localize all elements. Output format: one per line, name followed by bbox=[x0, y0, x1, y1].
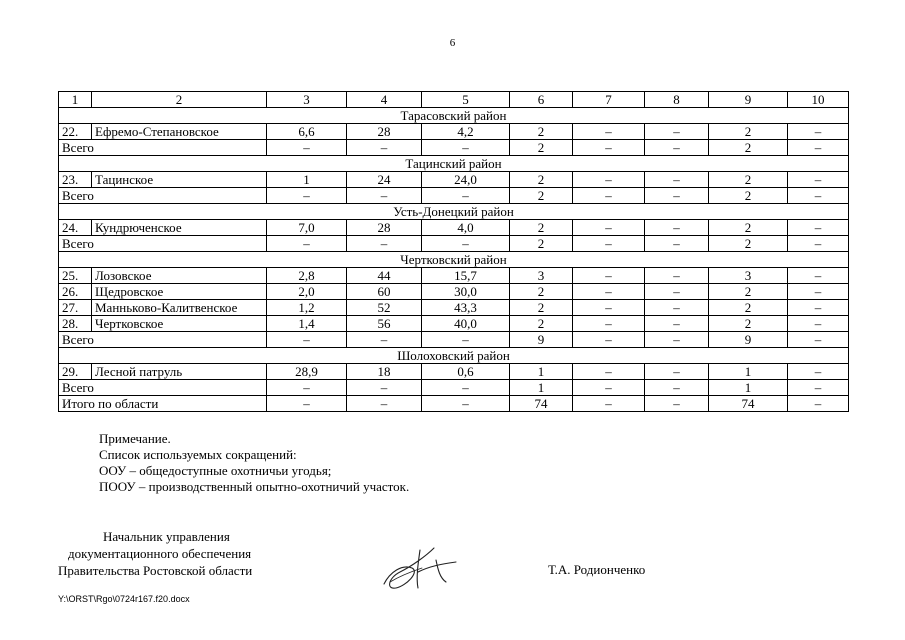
table-row bbox=[59, 124, 849, 140]
cell-col-6: 2 bbox=[510, 236, 573, 252]
cell-col-3: – bbox=[267, 140, 347, 156]
cell-col-10: – bbox=[788, 188, 849, 204]
cell-col-5: 30,0 bbox=[422, 284, 510, 300]
cell-col-7: – bbox=[573, 268, 645, 284]
cell-col-4: 18 bbox=[347, 364, 422, 380]
total-row bbox=[59, 140, 849, 156]
cell-col-4: 60 bbox=[347, 284, 422, 300]
cell-col-7: – bbox=[573, 380, 645, 396]
ground-name: Кундрюченское bbox=[92, 220, 267, 236]
district-name: Чертковский район bbox=[59, 252, 849, 268]
cell-col-10: – bbox=[788, 236, 849, 252]
ground-name: Манньково-Калитвенское bbox=[92, 300, 267, 316]
cell-col-8: – bbox=[645, 236, 709, 252]
total-label: Всего bbox=[59, 140, 267, 156]
district-row bbox=[59, 252, 849, 268]
cell-col-5: – bbox=[422, 396, 510, 412]
row-number: 25. bbox=[59, 268, 92, 284]
cell-col-3: – bbox=[267, 396, 347, 412]
ground-name: Лозовское bbox=[92, 268, 267, 284]
ground-name: Тацинское bbox=[92, 172, 267, 188]
cell-col-5: – bbox=[422, 236, 510, 252]
cell-col-8: – bbox=[645, 364, 709, 380]
cell-col-9: 2 bbox=[709, 284, 788, 300]
cell-col-5: – bbox=[422, 188, 510, 204]
cell-col-5: 0,6 bbox=[422, 364, 510, 380]
cell-col-3: 6,6 bbox=[267, 124, 347, 140]
cell-col-10: – bbox=[788, 316, 849, 332]
cell-col-10: – bbox=[788, 332, 849, 348]
cell-col-3: 28,9 bbox=[267, 364, 347, 380]
signatory-title-line: документационного обеспечения bbox=[68, 546, 252, 561]
cell-col-3: – bbox=[267, 236, 347, 252]
header-cell: 8 bbox=[645, 92, 709, 108]
cell-col-7: – bbox=[573, 300, 645, 316]
cell-col-9: 9 bbox=[709, 332, 788, 348]
table-row bbox=[59, 268, 849, 284]
cell-col-10: – bbox=[788, 284, 849, 300]
cell-col-10: – bbox=[788, 124, 849, 140]
cell-col-5: 40,0 bbox=[422, 316, 510, 332]
cell-col-9: 3 bbox=[709, 268, 788, 284]
table-row bbox=[59, 316, 849, 332]
cell-col-10: – bbox=[788, 268, 849, 284]
cell-col-4: – bbox=[347, 188, 422, 204]
cell-col-7: – bbox=[573, 396, 645, 412]
cell-col-5: 4,0 bbox=[422, 220, 510, 236]
cell-col-3: – bbox=[267, 332, 347, 348]
header-cell: 2 bbox=[92, 92, 267, 108]
cell-col-4: 56 bbox=[347, 316, 422, 332]
district-row bbox=[59, 348, 849, 364]
header-cell: 9 bbox=[709, 92, 788, 108]
cell-col-7: – bbox=[573, 236, 645, 252]
total-row bbox=[59, 332, 849, 348]
cell-col-4: – bbox=[347, 236, 422, 252]
cell-col-6: 1 bbox=[510, 380, 573, 396]
total-label: Всего bbox=[59, 380, 267, 396]
cell-col-9: 2 bbox=[709, 220, 788, 236]
cell-col-3: 2,0 bbox=[267, 284, 347, 300]
cell-col-3: 1,2 bbox=[267, 300, 347, 316]
cell-col-9: 2 bbox=[709, 316, 788, 332]
district-name: Тарасовский район bbox=[59, 108, 849, 124]
signatory-title-line: Правительства Ростовской области bbox=[58, 563, 253, 578]
signatory-name: Т.А. Родионченко bbox=[548, 562, 646, 577]
cell-col-8: – bbox=[645, 188, 709, 204]
cell-col-6: 2 bbox=[510, 188, 573, 204]
cell-col-3: 2,8 bbox=[267, 268, 347, 284]
cell-col-6: 74 bbox=[510, 396, 573, 412]
cell-col-6: 2 bbox=[510, 220, 573, 236]
row-number: 29. bbox=[59, 364, 92, 380]
notes-block bbox=[99, 431, 409, 495]
signatory-title-line: Начальник управления bbox=[103, 529, 230, 544]
cell-col-4: – bbox=[347, 332, 422, 348]
cell-col-5: – bbox=[422, 380, 510, 396]
cell-col-7: – bbox=[573, 140, 645, 156]
ground-name: Лесной патруль bbox=[92, 364, 267, 380]
cell-col-3: 1,4 bbox=[267, 316, 347, 332]
cell-col-8: – bbox=[645, 332, 709, 348]
table-row bbox=[59, 284, 849, 300]
cell-col-10: – bbox=[788, 364, 849, 380]
cell-col-9: 2 bbox=[709, 188, 788, 204]
cell-col-5: 4,2 bbox=[422, 124, 510, 140]
cell-col-3: – bbox=[267, 188, 347, 204]
cell-col-5: 24,0 bbox=[422, 172, 510, 188]
cell-col-10: – bbox=[788, 396, 849, 412]
cell-col-3: – bbox=[267, 380, 347, 396]
note-line: Список используемых сокращений: bbox=[99, 447, 297, 462]
table-row bbox=[59, 300, 849, 316]
header-cell: 4 bbox=[347, 92, 422, 108]
ground-name: Ефремо-Степановское bbox=[92, 124, 267, 140]
cell-col-3: 7,0 bbox=[267, 220, 347, 236]
district-row bbox=[59, 156, 849, 172]
district-row bbox=[59, 108, 849, 124]
row-number: 22. bbox=[59, 124, 92, 140]
note-line: ООУ – общедоступные охотничьи угодья; bbox=[99, 463, 332, 478]
table-row bbox=[59, 220, 849, 236]
cell-col-8: – bbox=[645, 140, 709, 156]
cell-col-8: – bbox=[645, 396, 709, 412]
cell-col-6: 2 bbox=[510, 284, 573, 300]
cell-col-5: 15,7 bbox=[422, 268, 510, 284]
page-number: 6 bbox=[449, 37, 456, 49]
table-row bbox=[59, 364, 849, 380]
cell-col-9: 2 bbox=[709, 140, 788, 156]
ground-name: Чертковское bbox=[92, 316, 267, 332]
cell-col-4: 44 bbox=[347, 268, 422, 284]
cell-col-7: – bbox=[573, 316, 645, 332]
total-label: Всего bbox=[59, 188, 267, 204]
cell-col-9: 2 bbox=[709, 172, 788, 188]
row-number: 26. bbox=[59, 284, 92, 300]
header-cell: 7 bbox=[573, 92, 645, 108]
cell-col-3: 1 bbox=[267, 172, 347, 188]
total-row bbox=[59, 188, 849, 204]
cell-col-8: – bbox=[645, 220, 709, 236]
grand-total-label: Итого по области bbox=[59, 396, 267, 412]
cell-col-6: 2 bbox=[510, 300, 573, 316]
cell-col-4: – bbox=[347, 140, 422, 156]
cell-col-9: 1 bbox=[709, 364, 788, 380]
header-cell: 6 bbox=[510, 92, 573, 108]
cell-col-6: 9 bbox=[510, 332, 573, 348]
cell-col-8: – bbox=[645, 316, 709, 332]
cell-col-5: – bbox=[422, 332, 510, 348]
handwritten-signature bbox=[376, 542, 466, 594]
cell-col-4: – bbox=[347, 396, 422, 412]
cell-col-5: 43,3 bbox=[422, 300, 510, 316]
cell-col-10: – bbox=[788, 220, 849, 236]
cell-col-5: – bbox=[422, 140, 510, 156]
cell-col-7: – bbox=[573, 124, 645, 140]
grand-total-row bbox=[59, 396, 849, 412]
cell-col-7: – bbox=[573, 332, 645, 348]
district-name: Шолоховский район bbox=[59, 348, 849, 364]
cell-col-9: 2 bbox=[709, 236, 788, 252]
cell-col-7: – bbox=[573, 284, 645, 300]
file-path: Y:\ORST\Rgo\0724r167.f20.docx bbox=[58, 594, 190, 604]
total-row bbox=[59, 236, 849, 252]
cell-col-9: 2 bbox=[709, 124, 788, 140]
cell-col-8: – bbox=[645, 300, 709, 316]
cell-col-8: – bbox=[645, 124, 709, 140]
cell-col-4: – bbox=[347, 380, 422, 396]
table-row bbox=[59, 172, 849, 188]
cell-col-9: 1 bbox=[709, 380, 788, 396]
cell-col-6: 2 bbox=[510, 172, 573, 188]
cell-col-7: – bbox=[573, 364, 645, 380]
cell-col-6: 2 bbox=[510, 124, 573, 140]
cell-col-10: – bbox=[788, 140, 849, 156]
district-name: Усть-Донецкий район bbox=[59, 204, 849, 220]
cell-col-8: – bbox=[645, 268, 709, 284]
cell-col-10: – bbox=[788, 380, 849, 396]
cell-col-7: – bbox=[573, 172, 645, 188]
row-number: 23. bbox=[59, 172, 92, 188]
header-cell: 5 bbox=[422, 92, 510, 108]
row-number: 28. bbox=[59, 316, 92, 332]
cell-col-8: – bbox=[645, 172, 709, 188]
cell-col-6: 2 bbox=[510, 316, 573, 332]
header-cell: 1 bbox=[59, 92, 92, 108]
district-name: Тацинский район bbox=[59, 156, 849, 172]
cell-col-9: 2 bbox=[709, 300, 788, 316]
cell-col-6: 1 bbox=[510, 364, 573, 380]
table-body bbox=[59, 92, 849, 412]
cell-col-9: 74 bbox=[709, 396, 788, 412]
total-label: Всего bbox=[59, 236, 267, 252]
table-header-row bbox=[59, 92, 849, 108]
row-number: 27. bbox=[59, 300, 92, 316]
header-cell: 10 bbox=[788, 92, 849, 108]
cell-col-4: 28 bbox=[347, 220, 422, 236]
cell-col-7: – bbox=[573, 188, 645, 204]
header-cell: 3 bbox=[267, 92, 347, 108]
note-line: Примечание. bbox=[99, 431, 171, 446]
total-label: Всего bbox=[59, 332, 267, 348]
ground-name: Щедровское bbox=[92, 284, 267, 300]
cell-col-6: 3 bbox=[510, 268, 573, 284]
cell-col-4: 24 bbox=[347, 172, 422, 188]
hunting-grounds-table bbox=[58, 91, 849, 412]
cell-col-4: 28 bbox=[347, 124, 422, 140]
cell-col-8: – bbox=[645, 284, 709, 300]
note-line: ПООУ – производственный опытно-охотничий участок. bbox=[99, 479, 410, 494]
cell-col-8: – bbox=[645, 380, 709, 396]
cell-col-7: – bbox=[573, 220, 645, 236]
cell-col-10: – bbox=[788, 300, 849, 316]
district-row bbox=[59, 204, 849, 220]
cell-col-6: 2 bbox=[510, 140, 573, 156]
row-number: 24. bbox=[59, 220, 92, 236]
signatory-title bbox=[58, 528, 318, 579]
cell-col-4: 52 bbox=[347, 300, 422, 316]
cell-col-10: – bbox=[788, 172, 849, 188]
total-row bbox=[59, 380, 849, 396]
